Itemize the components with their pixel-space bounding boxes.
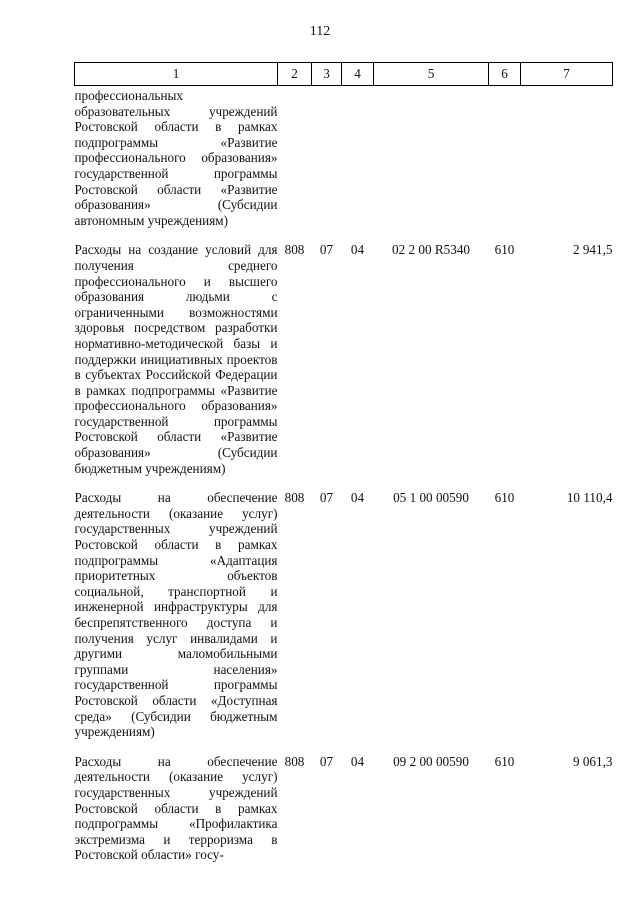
row-section: 07	[319, 753, 334, 769]
header-col-6: 6	[489, 63, 521, 86]
header-col-7: 7	[521, 63, 613, 86]
row-section	[312, 86, 342, 243]
budget-table	[74, 62, 613, 877]
header-col-1: 1	[75, 63, 278, 86]
row-amount: 2 941,5	[572, 242, 613, 258]
row-ministry	[278, 86, 312, 243]
row-target-article: 05 1 00 00590	[393, 490, 469, 506]
row-description: профессиональных образовательных учреждений Ростовской области в рамках подпрограммы «Развитие профессионального образования» государственной программы Ростовской области «Развитие образования» (Субсидии автономным учреждениям)	[74, 88, 278, 228]
table-row	[75, 490, 613, 754]
header-col-2: 2	[278, 63, 312, 86]
header-row	[75, 63, 613, 86]
row-description: Расходы на обеспечение деятельности (оказание услуг) государственных учреждений Ростовской области в рамках подпрограммы «Адаптация приоритетных объектов социальной, транспортной и инженерной инфраструктуры для беспрепятственного доступа и получения услуг инвалидами и другими маломобильными группами населения» государственной программы Ростовской области «Доступная среда» (Субсидии бюджетным учреждениям)	[74, 490, 278, 740]
row-ministry: 808	[284, 242, 305, 258]
table-row	[75, 86, 613, 243]
row-ministry: 808	[284, 753, 305, 769]
row-expense-type: 610	[494, 242, 515, 258]
row-section: 07	[319, 490, 334, 506]
row-expense-type: 610	[494, 490, 515, 506]
row-subsection: 04	[350, 490, 365, 506]
row-amount	[521, 86, 613, 243]
row-section: 07	[319, 242, 334, 258]
row-target-article: 09 2 00 00590	[393, 753, 469, 769]
row-ministry: 808	[284, 490, 305, 506]
row-subsection	[342, 86, 374, 243]
row-expense-type: 610	[494, 753, 515, 769]
row-target-article: 02 2 00 R5340	[391, 242, 471, 258]
table-header	[75, 63, 613, 86]
row-target-article	[374, 86, 489, 243]
table-row	[75, 242, 613, 490]
header-col-3: 3	[312, 63, 342, 86]
header-col-5: 5	[374, 63, 489, 86]
row-subsection: 04	[350, 753, 365, 769]
row-expense-type	[489, 86, 521, 243]
header-col-4: 4	[342, 63, 374, 86]
row-description: Расходы на обеспечение деятельности (оказание услуг) государственных учреждений Ростовской области в рамках подпрограммы «Профилактика экстремизма и терроризма в Ростовской области» госу-	[74, 753, 278, 863]
row-description: Расходы на создание условий для получения среднего профессионального и высшего образования людьми с ограниченными возможностями здоровья посредством разработки нормативно-методической базы и поддержки инициативных проектов в субъектах Российской Федерации в рамках подпрограммы «Развитие профессионального образования» государственной программы Ростовской области «Развитие образования» (Субсидии бюджетным учреждениям)	[74, 242, 278, 476]
row-amount: 10 110,4	[566, 490, 613, 506]
table-row	[75, 754, 613, 877]
row-subsection: 04	[350, 242, 365, 258]
row-amount: 9 061,3	[572, 753, 613, 769]
page-number: 112	[309, 24, 331, 39]
